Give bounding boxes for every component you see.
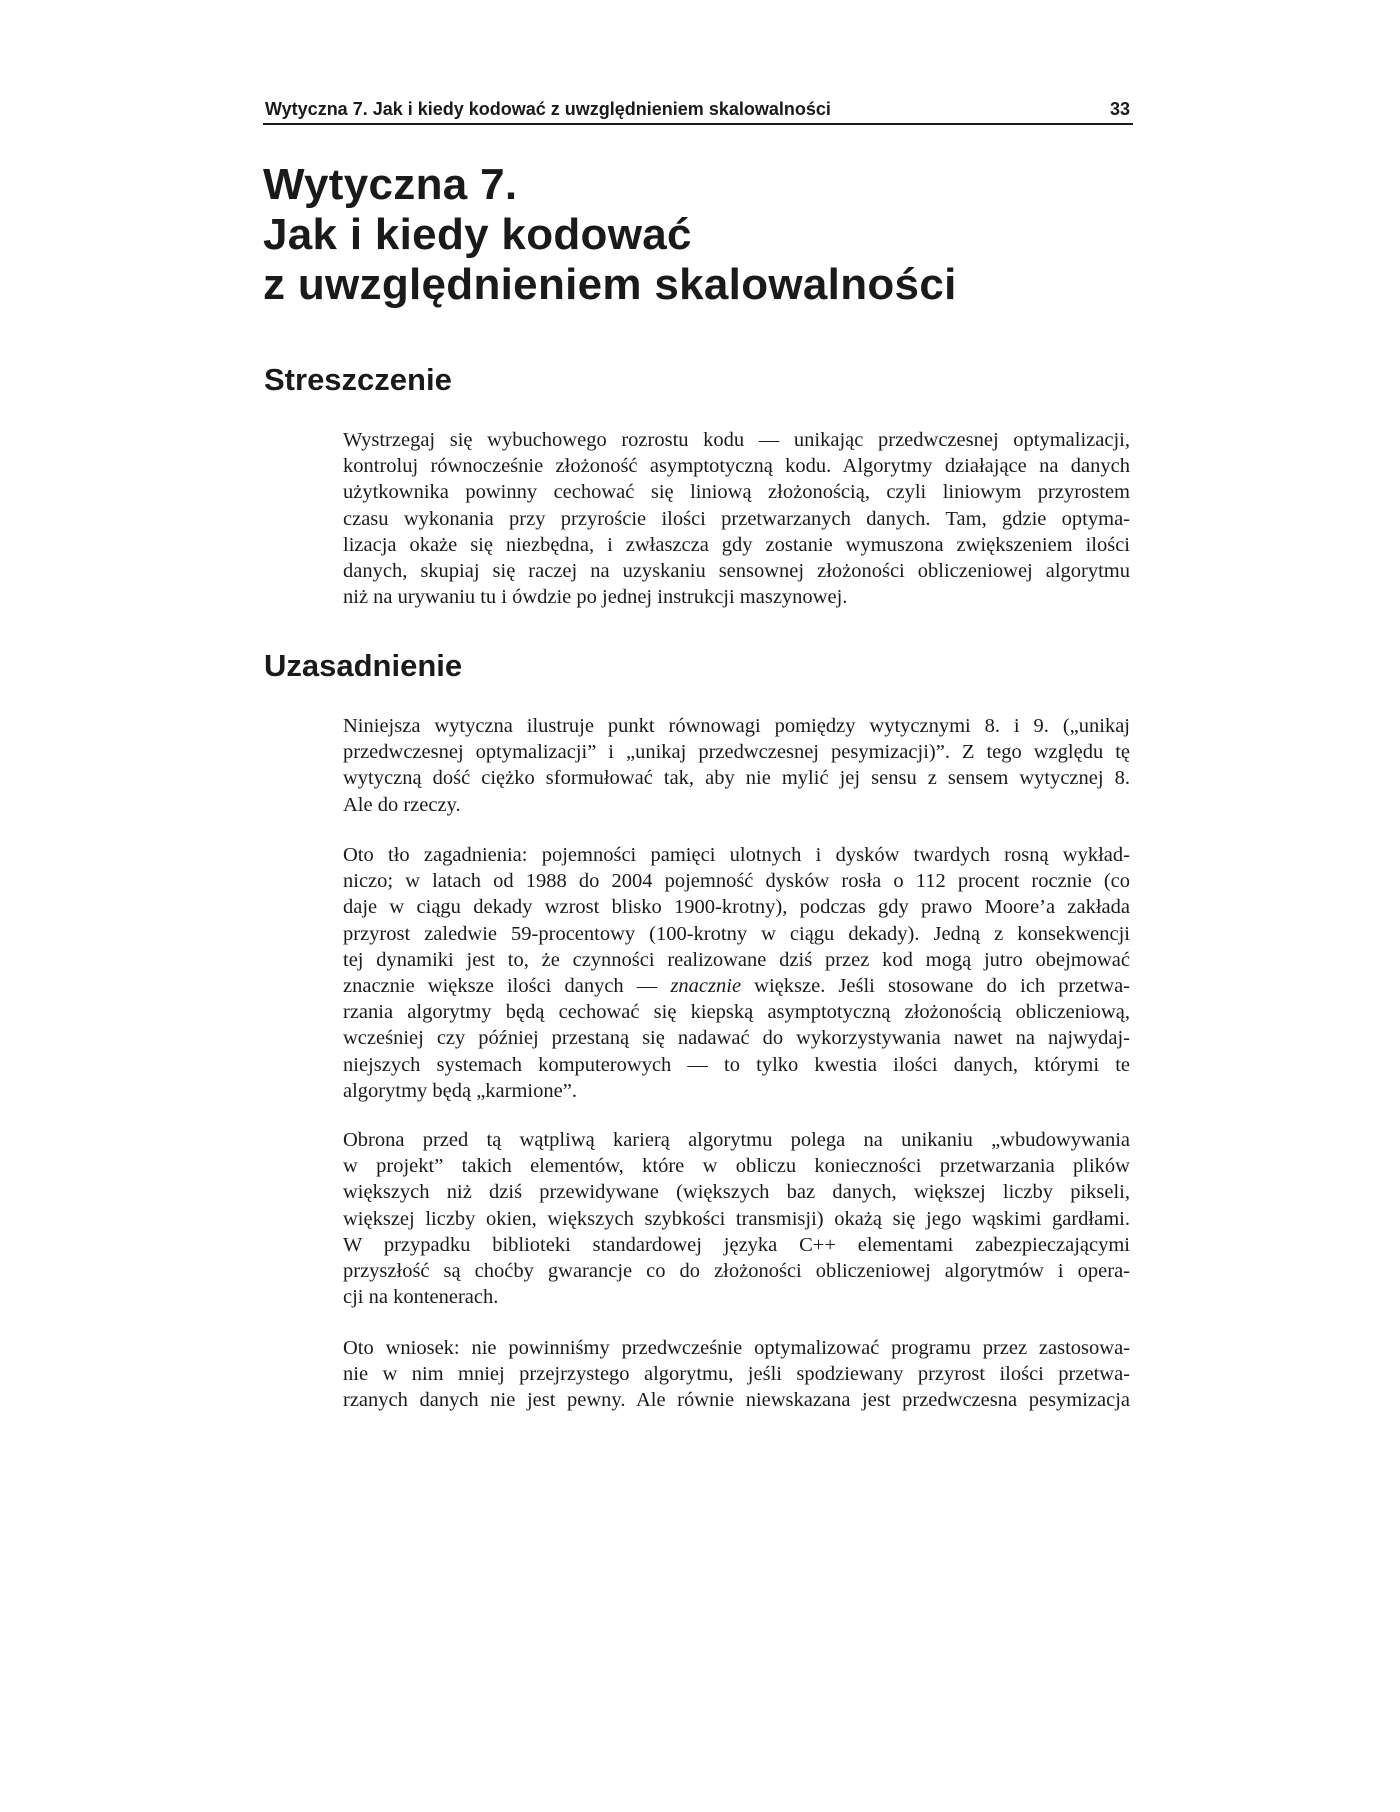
text-line: większej liczby okien, większych szybkości transmisji) okażą się jego wąskimi gardłami. bbox=[343, 1207, 1130, 1230]
chapter-title-line: Jak i kiedy kodować bbox=[263, 210, 692, 259]
text-line: niczo; w latach od 1988 do 2004 pojemność dysków rosła o 112 procent rocznie (co bbox=[343, 870, 1130, 893]
chapter-title bbox=[263, 160, 1133, 310]
text-line: tej dynamiki jest to, że czynności realizowane dziś przez kod mogą jutro obejmować bbox=[343, 948, 1130, 971]
text-line: lizacja okaże się niezbędna, i zwłaszcza gdy zostanie wymuszona zwiększeniem ilości bbox=[343, 533, 1130, 556]
text-line: Oto wniosek: nie powinniśmy przedwcześnie optymalizować programu przez zastosowa- bbox=[343, 1337, 1130, 1359]
text-run: większe. Jeśli stosowane do ich przetwa- bbox=[741, 974, 1130, 997]
paragraph-rationale-4 bbox=[343, 1335, 1130, 1414]
text-line: nie w nim mniej przejrzystego algorytmu, jeśli spodziewany przyrost ilości przetwa- bbox=[343, 1363, 1130, 1386]
text-line: rzania algorytmy będą cechować się kiepską asymptotyczną złożonością obliczeniową, bbox=[343, 1001, 1130, 1024]
text-line: przyszłość są choćby gwarancje co do złożoności obliczeniowej algorytmów i opera- bbox=[343, 1259, 1130, 1282]
section-heading-streszczenie: Streszczenie bbox=[264, 362, 452, 397]
text-line: rzanych danych nie jest pewny. Ale równie niewskazana jest przedwczesna pesymizacja bbox=[343, 1389, 1130, 1412]
text-line: Ale do rzeczy. bbox=[343, 793, 461, 816]
chapter-title-line: z uwzględnieniem skalowalności bbox=[263, 260, 957, 309]
text-line: danych, skupiaj się raczej na uzyskaniu sensownej złożoności obliczeniowej algorytmu bbox=[343, 559, 1130, 582]
text-line bbox=[343, 973, 1130, 999]
text-line: przyrost zaledwie 59-procentowy (100-krotny w ciągu dekady). Jedną z konsekwencji bbox=[343, 922, 1130, 945]
text-line: niejszych systemach komputerowych — to tylko kwestia ilości danych, którymi te bbox=[343, 1053, 1130, 1076]
text-line: w projekt” takich elementów, które w obliczu konieczności przetwarzania plików bbox=[343, 1155, 1130, 1178]
text-line: algorytmy będą „karmione”. bbox=[343, 1079, 577, 1102]
text-line: W przypadku biblioteki standardowej języka C++ elementami zabezpieczającymi bbox=[343, 1233, 1130, 1256]
paragraph-rationale-2 bbox=[343, 842, 1130, 1104]
text-line: daje w ciągu dekady wzrost blisko 1900-krotny), podczas gdy prawo Moore’a zakłada bbox=[343, 896, 1130, 919]
text-run: znacznie większe ilości danych — bbox=[343, 974, 671, 997]
page-number: 33 bbox=[1109, 99, 1130, 119]
text-line: użytkownika powinny cechować się liniową złożonością, czyli liniowym przyrostem bbox=[343, 481, 1130, 504]
text-line: większych niż dziś przewidywane (większych baz danych, większej liczby pikseli, bbox=[343, 1181, 1130, 1204]
running-header-title: Wytyczna 7. Jak i kiedy kodować z uwzględnieniem skalowalności bbox=[265, 99, 831, 119]
text-line: przedwczesnej optymalizacji” i „unikaj przedwczesnej pesymizacji)”. Z tego względu tę bbox=[343, 741, 1130, 764]
text-line: wytyczną dość ciężko sformułować tak, aby nie mylić jej sensu z sensem wytycznej 8. bbox=[343, 767, 1130, 790]
text-line: wcześniej czy później przestaną się nadawać do wykorzystywania nawet na najwydaj- bbox=[343, 1027, 1130, 1050]
running-header bbox=[265, 96, 1130, 122]
text-line: niż na urywaniu tu i ówdzie po jednej instrukcji maszynowej. bbox=[343, 586, 848, 609]
paragraph-rationale-3 bbox=[343, 1127, 1130, 1310]
chapter-title-line: Wytyczna 7. bbox=[263, 160, 518, 209]
text-line: Niniejsza wytyczna ilustruje punkt równowagi pomiędzy wytycznymi 8. i 9. („unikaj bbox=[343, 715, 1130, 737]
text-line: czasu wykonania przy przyroście ilości przetwarzanych danych. Tam, gdzie optyma- bbox=[343, 507, 1130, 530]
paragraph-rationale-1 bbox=[343, 713, 1130, 818]
text-line: Oto tło zagadnienia: pojemności pamięci ulotnych i dysków twardych rosną wykład- bbox=[343, 844, 1130, 866]
emphasis-text: znacznie bbox=[670, 974, 742, 997]
paragraph-summary bbox=[343, 427, 1130, 610]
section-heading-uzasadnienie: Uzasadnienie bbox=[264, 648, 463, 683]
text-line: kontroluj równocześnie złożoność asymptotyczną kodu. Algorytmy działające na danych bbox=[343, 455, 1130, 478]
text-line: cji na kontenerach. bbox=[343, 1286, 499, 1309]
text-line: Obrona przed tą wątpliwą karierą algorytmu polega na unikaniu „wbudowywania bbox=[343, 1129, 1130, 1151]
header-divider bbox=[263, 123, 1133, 125]
text-line: Wystrzegaj się wybuchowego rozrostu kodu — unikając przedwczesnej optymalizacji, bbox=[343, 429, 1130, 451]
